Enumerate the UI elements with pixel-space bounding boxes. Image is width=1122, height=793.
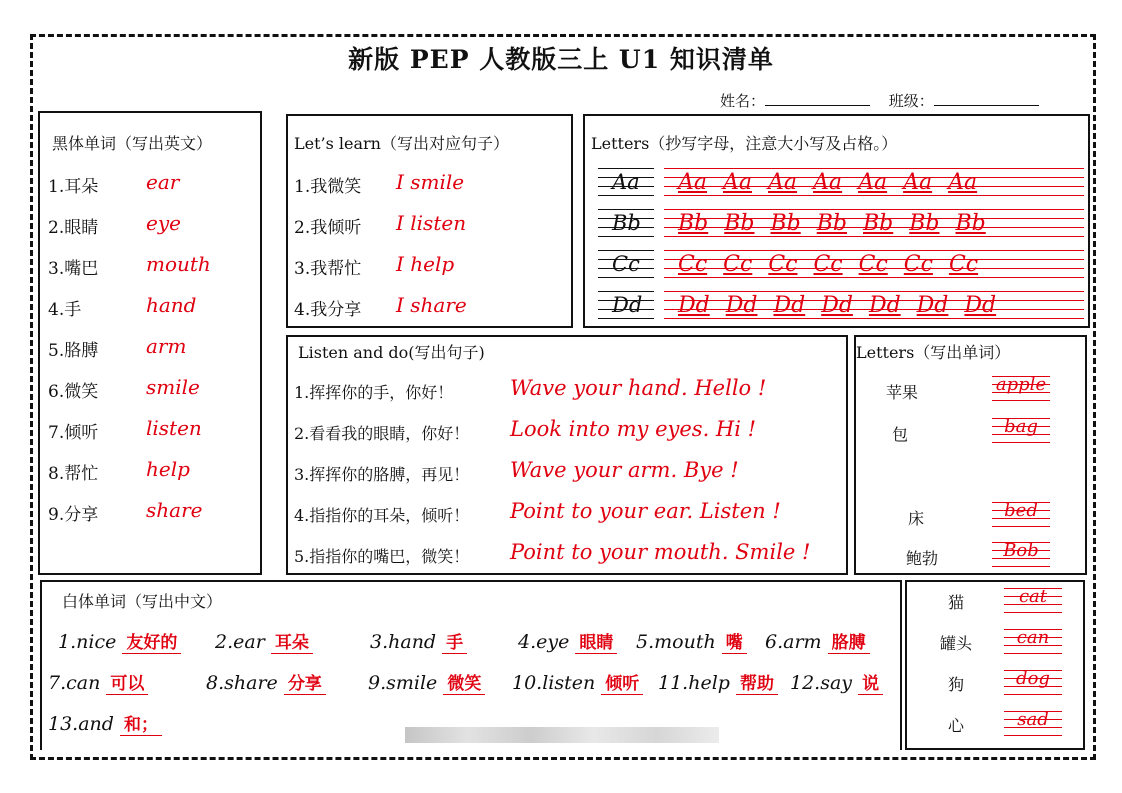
right-word-answer: dog: [1016, 668, 1050, 689]
letters-words-header: Letters（写出单词）: [856, 343, 1011, 362]
class-label: 班级：: [888, 92, 934, 110]
letters-word-prompt: 苹果: [886, 383, 919, 402]
letters-words-box: [854, 335, 1087, 575]
letter-copy: Cc: [813, 252, 843, 277]
bold-word-prompt: 5.胳膊: [48, 341, 99, 361]
plain-word-item: [206, 669, 326, 694]
plain-word-zh-answer: 倾听: [601, 674, 643, 695]
bold-word-answer: smile: [146, 375, 200, 399]
plain-word-item: [48, 669, 148, 694]
plain-word-en: 13.and: [48, 713, 120, 735]
plain-word-zh-answer: 和；: [120, 715, 162, 736]
letter-copies: [678, 293, 1012, 318]
plain-word-en: 9.smile: [368, 672, 444, 694]
plain-word-item: [48, 710, 162, 735]
plain-word-en: 5.mouth: [636, 631, 722, 653]
letter-copies: [678, 211, 1002, 236]
letter-copy: Cc: [948, 252, 979, 277]
listen-do-header: Listen and do(写出句子): [298, 343, 485, 362]
listen-do-answer: Wave your hand. Hello !: [510, 376, 767, 400]
right-word-prompt: 猫: [948, 593, 965, 612]
bold-word-answer: ear: [146, 170, 180, 194]
plain-word-zh-answer: 帮助: [736, 674, 778, 695]
listen-do-answer: Look into my eyes. Hi !: [510, 417, 757, 441]
bold-word-item: [48, 459, 98, 484]
bold-word-prompt: 3.嘴巴: [48, 259, 99, 279]
plain-word-item: [370, 628, 467, 653]
plain-word-zh-answer: 手: [442, 633, 467, 654]
bold-word-prompt: 2.眼睛: [48, 218, 99, 238]
bold-word-item: [48, 418, 98, 443]
right-word-prompt: 狗: [948, 675, 965, 694]
grid-line: [598, 277, 654, 278]
lets-learn-answer: I smile: [396, 170, 465, 194]
right-word-answer: cat: [1018, 586, 1048, 607]
grid-line: [664, 277, 1084, 278]
letter-copy: Cc: [768, 252, 798, 277]
plain-word-zh-answer: 眼睛: [575, 633, 617, 654]
letters-word-grid: [992, 542, 1050, 568]
name-blank: [765, 91, 870, 106]
letter-model: Bb: [612, 211, 641, 235]
bold-word-prompt: 1.耳朵: [48, 177, 99, 197]
letter-model: Dd: [612, 293, 643, 317]
letter-copy-grid: [664, 291, 1084, 321]
bold-word-prompt: 8.帮忙: [48, 464, 99, 484]
letter-copy-grid: [664, 168, 1084, 198]
grid-line: [992, 566, 1050, 567]
letter-copy: Cc: [723, 252, 753, 277]
listen-do-box: [286, 335, 848, 575]
grid-line: [664, 236, 1084, 237]
grid-line: [992, 400, 1050, 401]
right-word-answer: can: [1016, 627, 1050, 648]
letter-model-grid: [598, 250, 654, 280]
letter-copy: Dd: [916, 293, 949, 318]
letters-word-answer: apple: [995, 374, 1047, 395]
lets-learn-answer: I help: [396, 252, 455, 276]
bold-word-answer: hand: [146, 293, 197, 317]
plain-word-en: 11.help: [658, 672, 736, 694]
listen-do-prompt: 1.挥挥你的手，你好！: [294, 383, 454, 402]
letter-model: Cc: [612, 252, 640, 276]
grid-line: [598, 291, 654, 292]
plain-word-item: [215, 628, 313, 653]
bold-word-item: [48, 295, 81, 320]
grid-line: [992, 442, 1050, 443]
plain-word-item: [58, 628, 181, 653]
letters-copy-header: Letters（抄写字母，注意大小写及占格。）: [591, 134, 898, 153]
lets-learn-answer: I listen: [396, 211, 467, 235]
bold-word-prompt: 7.倾听: [48, 423, 99, 443]
grid-line: [598, 168, 654, 169]
grid-line: [664, 291, 1084, 292]
right-word-grid: [1004, 588, 1062, 614]
right-word-grid: [1004, 670, 1062, 696]
plain-word-en: 4.eye: [518, 631, 576, 653]
plain-word-en: 12.say: [790, 672, 859, 694]
grid-line: [664, 168, 1084, 169]
letter-copy: Bb: [863, 211, 894, 236]
plain-word-item: [512, 669, 643, 694]
letter-copy: Cc: [903, 252, 933, 277]
bold-word-answer: mouth: [146, 252, 211, 276]
plain-word-item: [658, 669, 778, 694]
grid-line: [598, 250, 654, 251]
plain-word-item: [518, 628, 617, 653]
letter-copies: [678, 170, 993, 195]
plain-word-zh-answer: 微笑: [443, 674, 485, 695]
lets-learn-header: Let’s learn（写出对应句子）: [294, 134, 509, 153]
bold-word-answer: eye: [146, 211, 181, 235]
bold-words-header: 黑体单词（写出英文）: [52, 134, 213, 153]
listen-do-prompt: 4.指指你的耳朵，倾听！: [294, 506, 470, 525]
bold-word-item: [48, 377, 98, 402]
letter-copy-grid: [664, 209, 1084, 239]
bold-word-item: [48, 254, 98, 279]
letter-copy: Bb: [770, 211, 801, 236]
grid-line: [598, 236, 654, 237]
bold-word-answer: arm: [146, 334, 187, 358]
plain-word-en: 1.nice: [58, 631, 123, 653]
letter-copy: Dd: [725, 293, 758, 318]
bold-word-prompt: 9.分享: [48, 505, 99, 525]
listen-do-prompt: 2.看看我的眼睛，你好！: [294, 424, 470, 443]
page-title: 新版 PEP 人教版三上 U1 知识清单: [348, 45, 774, 74]
letter-copy: Dd: [773, 293, 806, 318]
letter-copy: Aa: [723, 170, 753, 195]
listen-do-answer: Point to your mouth. Smile !: [510, 540, 811, 564]
letter-copy: Dd: [868, 293, 901, 318]
letter-copy: Aa: [813, 170, 843, 195]
grid-line: [992, 526, 1050, 527]
grid-line: [1004, 653, 1062, 654]
letter-copy: Cc: [678, 252, 708, 277]
blurred-watermark: [405, 727, 719, 743]
letter-copies: [678, 252, 994, 277]
plain-word-zh-answer: 耳朵: [271, 633, 313, 654]
lets-learn-prompt: 1.我微笑: [294, 177, 362, 197]
name-class-row: [720, 90, 1053, 111]
letter-model: Aa: [612, 170, 640, 194]
letter-copy: Dd: [821, 293, 853, 318]
bold-word-item: [48, 172, 98, 197]
letter-copy: Bb: [909, 211, 940, 236]
letters-word-answer: bag: [1004, 416, 1038, 437]
right-word-grid: [1004, 711, 1062, 737]
letter-copy: Bb: [724, 211, 755, 236]
grid-line: [1004, 735, 1062, 736]
grid-line: [598, 318, 654, 319]
lets-learn-prompt: 2.我倾听: [294, 218, 362, 238]
bold-word-item: [48, 213, 98, 238]
letters-word-prompt: 床: [908, 509, 925, 528]
grid-line: [664, 250, 1084, 251]
bold-word-item: [48, 500, 98, 525]
plain-word-zh-answer: 说: [858, 674, 883, 695]
right-word-prompt: 心: [948, 716, 965, 735]
plain-word-en: 10.listen: [512, 672, 602, 694]
letter-model-grid: [598, 168, 654, 198]
letter-copy-grid: [664, 250, 1084, 280]
letter-model-grid: [598, 291, 654, 321]
letter-copy: Aa: [858, 170, 888, 195]
plain-word-item: [765, 628, 870, 653]
bold-word-item: [48, 336, 98, 361]
plain-word-item: [368, 669, 485, 694]
letter-copy: Bb: [816, 211, 847, 236]
plain-word-en: 8.share: [206, 672, 284, 694]
letters-word-answer: bed: [1004, 500, 1038, 521]
plain-word-en: 3.hand: [370, 631, 443, 653]
plain-word-en: 2.ear: [215, 631, 271, 653]
plain-word-zh-answer: 友好的: [122, 633, 181, 654]
right-word-grid: [1004, 629, 1062, 655]
plain-word-zh-answer: 嘴: [722, 633, 747, 654]
letters-word-prompt: 包: [892, 425, 909, 444]
plain-word-en: 6.arm: [765, 631, 828, 653]
bold-word-answer: listen: [146, 416, 202, 440]
grid-line: [598, 195, 654, 196]
letter-copy: Dd: [964, 293, 997, 318]
letter-copy: Cc: [858, 252, 888, 277]
plain-words-header: 白体单词（写出中文）: [62, 592, 223, 611]
lets-learn-answer: I share: [396, 293, 467, 317]
plain-word-zh-answer: 胳膊: [828, 633, 870, 654]
right-word-prompt: 罐头: [940, 634, 973, 653]
plain-word-en: 7.can: [48, 672, 107, 694]
letter-model-grid: [598, 209, 654, 239]
listen-do-prompt: 3.挥挥你的胳膊，再见！: [294, 465, 470, 484]
grid-line: [664, 195, 1084, 196]
grid-line: [1004, 694, 1062, 695]
plain-word-item: [636, 628, 747, 653]
letters-word-grid: [992, 502, 1050, 528]
listen-do-prompt: 5.指指你的嘴巴，微笑！: [294, 547, 470, 566]
letter-copy: Bb: [955, 211, 986, 236]
letters-word-grid: [992, 376, 1050, 402]
letters-word-grid: [992, 418, 1050, 444]
class-blank: [934, 91, 1039, 106]
letters-word-answer: Bob: [1003, 540, 1039, 561]
plain-word-zh-answer: 分享: [284, 674, 326, 695]
bold-word-answer: help: [146, 457, 190, 481]
lets-learn-prompt: 3.我帮忙: [294, 259, 362, 279]
grid-line: [598, 209, 654, 210]
plain-word-zh-answer: 可以: [106, 674, 148, 695]
grid-line: [1004, 612, 1062, 613]
bold-word-prompt: 4.手: [48, 300, 82, 320]
letter-copy: Aa: [768, 170, 798, 195]
lets-learn-prompt: 4.我分享: [294, 300, 362, 320]
listen-do-answer: Point to your ear. Listen !: [510, 499, 781, 523]
right-word-answer: sad: [1017, 709, 1049, 730]
name-label: 姓名：: [720, 92, 766, 110]
letter-copy: Aa: [678, 170, 708, 195]
bold-word-prompt: 6.微笑: [48, 382, 99, 402]
letter-copy: Aa: [903, 170, 933, 195]
plain-word-item: [790, 669, 883, 694]
letters-word-prompt: 鲍勃: [906, 549, 939, 568]
bold-word-answer: share: [146, 498, 203, 522]
grid-line: [664, 209, 1084, 210]
listen-do-answer: Wave your arm. Bye !: [510, 458, 739, 482]
grid-line: [664, 318, 1084, 319]
letter-copy: Dd: [678, 293, 710, 318]
letter-copy: Bb: [678, 211, 709, 236]
letter-copy: Aa: [948, 170, 978, 195]
